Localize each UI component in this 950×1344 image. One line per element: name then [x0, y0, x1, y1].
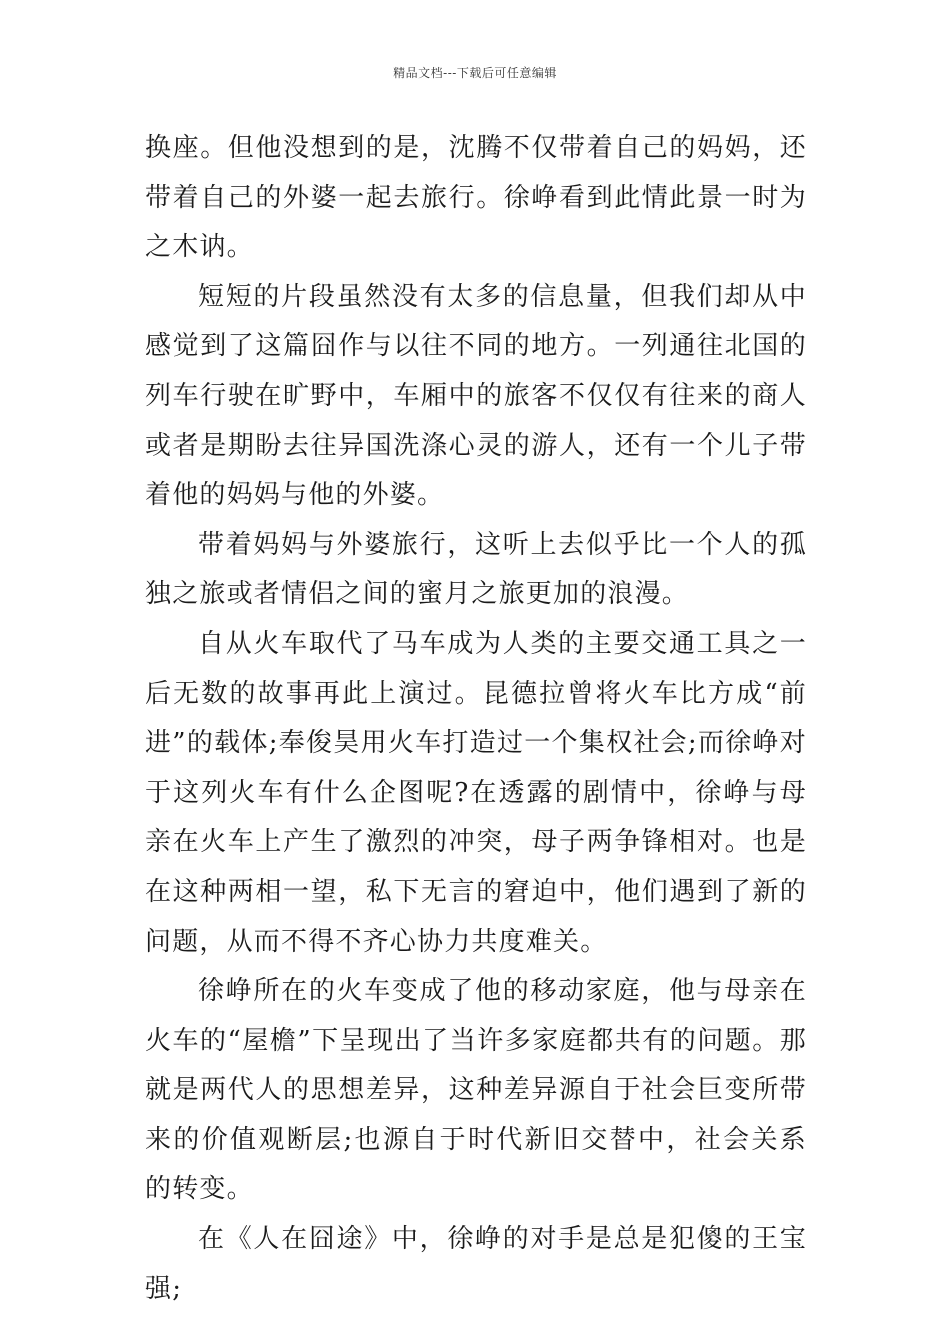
paragraph-2: 短短的片段虽然没有太多的信息量，但我们却从中感觉到了这篇囧作与以往不同的地方。一列通往北国的列车行驶在旷野中，车厢中的旅客不仅仅有往来的商人或者是期盼去往异国洗涤心灵的游人，还有一个儿子带着他的妈妈与他的外婆。 [145, 281, 807, 511]
page-header: 精品文档---下载后可任意编辑 [393, 66, 557, 80]
paragraph-1: 换座。但他没想到的是，沈腾不仅带着自己的妈妈，还带着自己的外婆一起去旅行。徐峥看到此情此景一时为之木讷。 [145, 133, 807, 263]
paragraph-5: 徐峥所在的火车变成了他的移动家庭，他与母亲在火车的“屋檐”下呈现出了当许多家庭都共有的问题。那就是两代人的思想差异，这种差异源自于社会巨变所带来的价值观断层;也源自于时代新旧交替中，社会关系的转变。 [145, 976, 807, 1205]
document-body [145, 124, 807, 1314]
paragraph-4: 自从火车取代了马车成为人类的主要交通工具之一后无数的故事再此上演过。昆德拉曾将火车比方成“前进”的载体;奉俊昊用火车打造过一个集权社会;而徐峥对于这列火车有什么企图呢?在透露的剧情中，徐峥与母亲在火车上产生了激烈的冲突，母子两争锋相对。也是在这种两相一望，私下无言的窘迫中，他们遇到了新的问题，从而不得不齐心协力共度难关。 [145, 628, 807, 957]
paragraph-3: 带着妈妈与外婆旅行，这听上去似乎比一个人的孤独之旅或者情侣之间的蜜月之旅更加的浪漫。 [145, 529, 807, 610]
paragraph-6: 在《人在囧途》中，徐峥的对手是总是犯傻的王宝强; [145, 1224, 807, 1304]
